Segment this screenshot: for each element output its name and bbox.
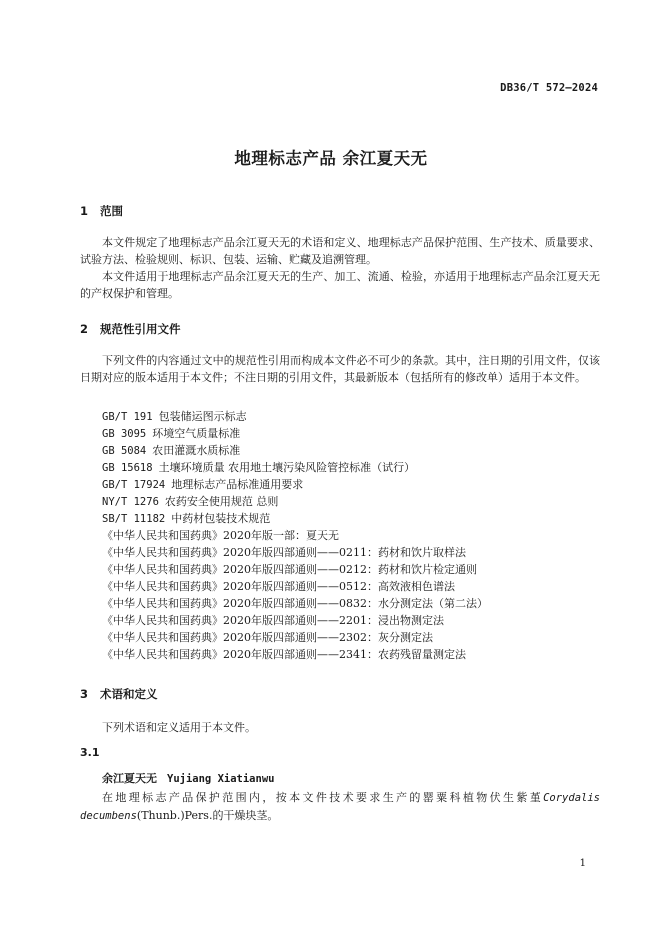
pharmacopoeia-reference <box>102 646 466 662</box>
reference-title: 《中华人民共和国药典》2020年版四部通则——0212：药材和饮片检定通则 <box>102 563 477 576</box>
reference-title: 《中华人民共和国药典》2020年版四部通则——0832：水分测定法（第二法） <box>102 597 488 610</box>
reference-title: 《中华人民共和国药典》2020年版四部通则——2201：浸出物测定法 <box>102 614 444 627</box>
section-title: 规范性引用文件 <box>100 322 181 336</box>
reference-title: 《中华人民共和国药典》2020年版一部：夏天无 <box>102 529 339 542</box>
scope-paragraph-2: 本文件适用于地理标志产品余江夏天无的生产、加工、流通、检验，亦适用于地理标志产品余江夏天无的产权保护和管理。 <box>80 270 600 300</box>
pharmacopoeia-reference <box>102 561 477 577</box>
reference-code: GB 3095 <box>102 428 147 440</box>
reference-item <box>102 442 240 458</box>
reference-title: 农药安全使用规范 总则 <box>164 495 279 508</box>
reference-code: GB 15618 <box>102 462 153 474</box>
reference-title: 农田灌溉水质标准 <box>152 444 241 457</box>
scope-paragraph-1: 本文件规定了地理标志产品余江夏天无的术语和定义、地理标志产品保护范围、生产技术、质量要求、试验方法、检验规则、标识、包装、运输、贮藏及追溯管理。 <box>80 236 600 266</box>
reference-title: 《中华人民共和国药典》2020年版四部通则——2302：灰分测定法 <box>102 631 433 644</box>
pharmacopoeia-reference <box>102 612 444 628</box>
term-english: Yujiang Xiatianwu <box>167 773 275 785</box>
reference-code: NY/T 1276 <box>102 496 159 508</box>
section-1-heading <box>80 203 123 219</box>
term-definition <box>80 789 600 825</box>
reference-item <box>102 476 303 492</box>
reference-title: 地理标志产品标准通用要求 <box>171 478 304 491</box>
reference-item <box>102 493 278 509</box>
reference-title: 《中华人民共和国药典》2020年版四部通则——2341：农药残留量测定法 <box>102 648 466 661</box>
reference-title: 中药材包装技术规范 <box>171 512 271 525</box>
reference-title: 《中华人民共和国药典》2020年版四部通则——0211：药材和饮片取样法 <box>102 546 466 559</box>
reference-code: SB/T 11182 <box>102 513 166 525</box>
reference-title: 包装储运图示标志 <box>158 410 247 423</box>
section-2-heading <box>80 321 181 337</box>
term-chinese: 余江夏天无 <box>102 772 157 785</box>
reference-item <box>102 425 240 441</box>
reference-title: 环境空气质量标准 <box>152 427 241 440</box>
pharmacopoeia-reference <box>102 527 339 543</box>
pharmacopoeia-reference <box>102 595 488 611</box>
definition-text: 在地理标志产品保护范围内，按本文件技术要求生产的罂粟科植物伏生紫堇 <box>102 791 544 804</box>
section-title: 范围 <box>100 204 123 218</box>
reference-title: 土壤环境质量 农用地土壤污染风险管控标准（试行） <box>158 461 416 474</box>
reference-title: 《中华人民共和国药典》2020年版四部通则——0512：高效液相色谱法 <box>102 580 455 593</box>
reference-item <box>102 459 415 475</box>
page-number: 1 <box>579 858 586 869</box>
definition-authority: (Thunb.)Pers. <box>136 809 213 822</box>
reference-code: GB/T 17924 <box>102 479 166 491</box>
terms-intro: 下列术语和定义适用于本文件。 <box>102 721 256 734</box>
section-number: 1 <box>80 204 89 218</box>
section-number: 2 <box>80 322 89 336</box>
pharmacopoeia-reference <box>102 544 466 560</box>
reference-code: GB/T 191 <box>102 411 153 423</box>
pharmacopoeia-reference <box>102 629 433 645</box>
section-3-heading <box>80 686 158 702</box>
term-entry <box>102 770 274 786</box>
reference-code: GB 5084 <box>102 445 147 457</box>
section-title: 术语和定义 <box>100 687 158 701</box>
document-title: 地理标志产品 余江夏天无 <box>234 149 428 168</box>
pharmacopoeia-reference <box>102 578 455 594</box>
reference-item <box>102 510 270 526</box>
reference-item <box>102 408 247 424</box>
definition-text-end: 的干燥块茎。 <box>212 809 279 822</box>
section-number: 3 <box>80 687 89 701</box>
standard-code: DB36/T 572—2024 <box>500 82 598 94</box>
subclause-number: 3.1 <box>80 746 100 759</box>
references-intro: 下列文件的内容通过文中的规范性引用而构成本文件必不可少的条款。其中，注日期的引用文件，仅该日期对应的版本适用于本文件；不注日期的引用文件，其最新版本（包括所有的修改单）适用于本文件。 <box>80 354 600 384</box>
latin-name: Corydalis decumbens <box>80 792 600 822</box>
